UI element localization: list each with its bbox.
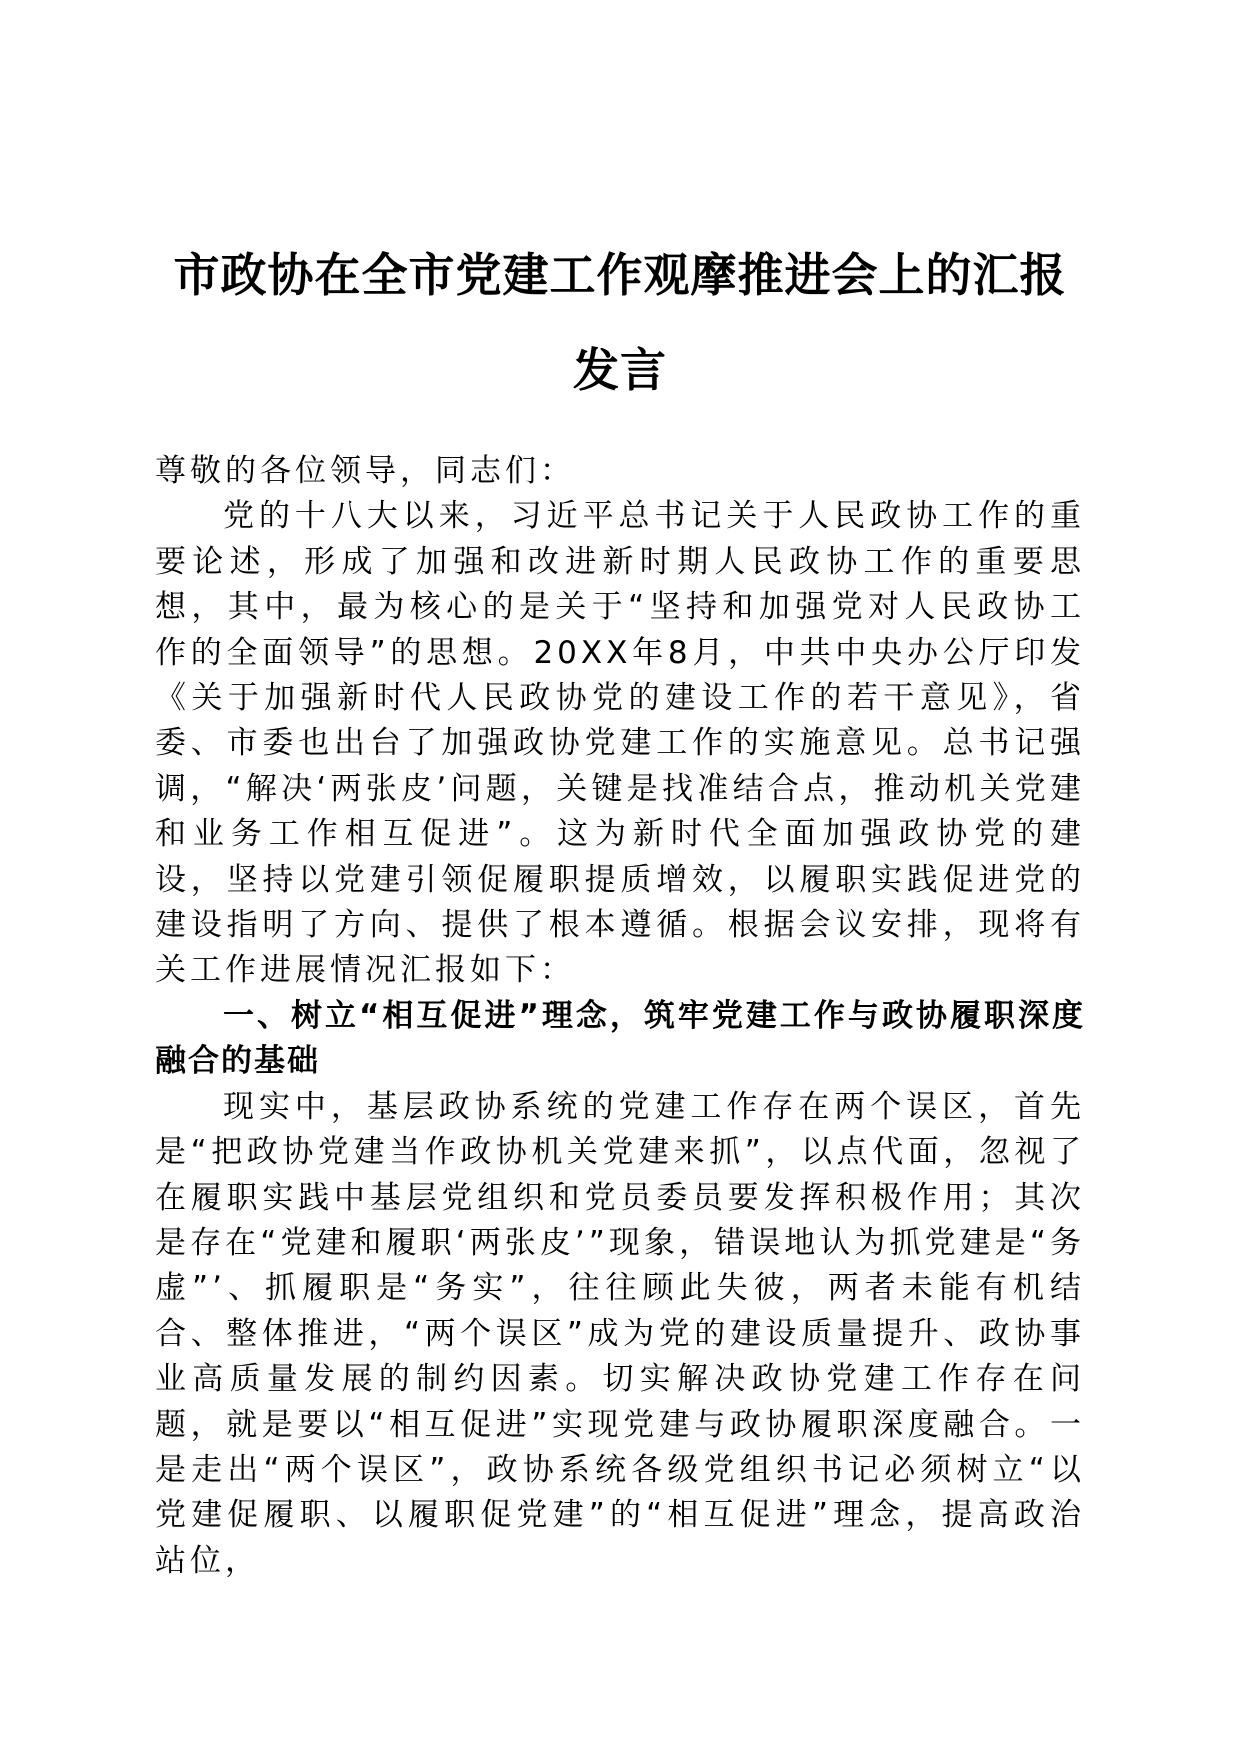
document-body <box>155 449 1085 1584</box>
section-heading: 一、树立“相互促进”理念，筑牢党建工作与政协履职深度融合的基础 <box>155 997 1085 1080</box>
salutation: 尊敬的各位领导，同志们： <box>155 453 575 489</box>
section-paragraph: 现实中，基层政协系统的党建工作存在两个误区，首先是“把政协党建当作政协机关党建来抓”，以点代面，忽视了在履职实践中基层党组织和党员委员要发挥积极作用；其次是存在“党建和履职‘两张皮’”现象，错误地认为抓党建是“务虚”’、抓履职是“务实”，往往顾此失彼，两者未能有机结合、整体推进，“两个误区”成为党的建设质量提升、政协事业高质量发展的制约因素。切实解决政协党建工作存在问题，就是要以“相互促进”实现党建与政协履职深度融合。一是走出“两个误区”，政协系统各级党组织书记必须树立“以党建促履职、以履职促党建”的“相互促进”理念，提高政治站位， <box>155 1088 1085 1579</box>
intro-paragraph: 党的十八大以来，习近平总书记关于人民政协工作的重要论述，形成了加强和改进新时期人民政协工作的重要思想，其中，最为核心的是关于“坚持和加强党对人民政协工作的全面领导”的思想。20XX年8月，中共中央办公厅印发《关于加强新时代人民政协党的建设工作的若干意见》，省委、市委也出台了加强政协党建工作的实施意见。总书记强调，“解决‘两张皮’问题，关键是找准结合点，推动机关党建和业务工作相互促进”。这为新时代全面加强政协党的建设，坚持以党建引领促履职提质增效，以履职实践促进党的建设指明了方向、提供了根本遵循。根据会议安排，现将有关工作进展情况汇报如下： <box>155 498 1085 989</box>
document-title: 市政协在全市党建工作观摩推进会上的汇报发言 <box>173 248 1067 397</box>
